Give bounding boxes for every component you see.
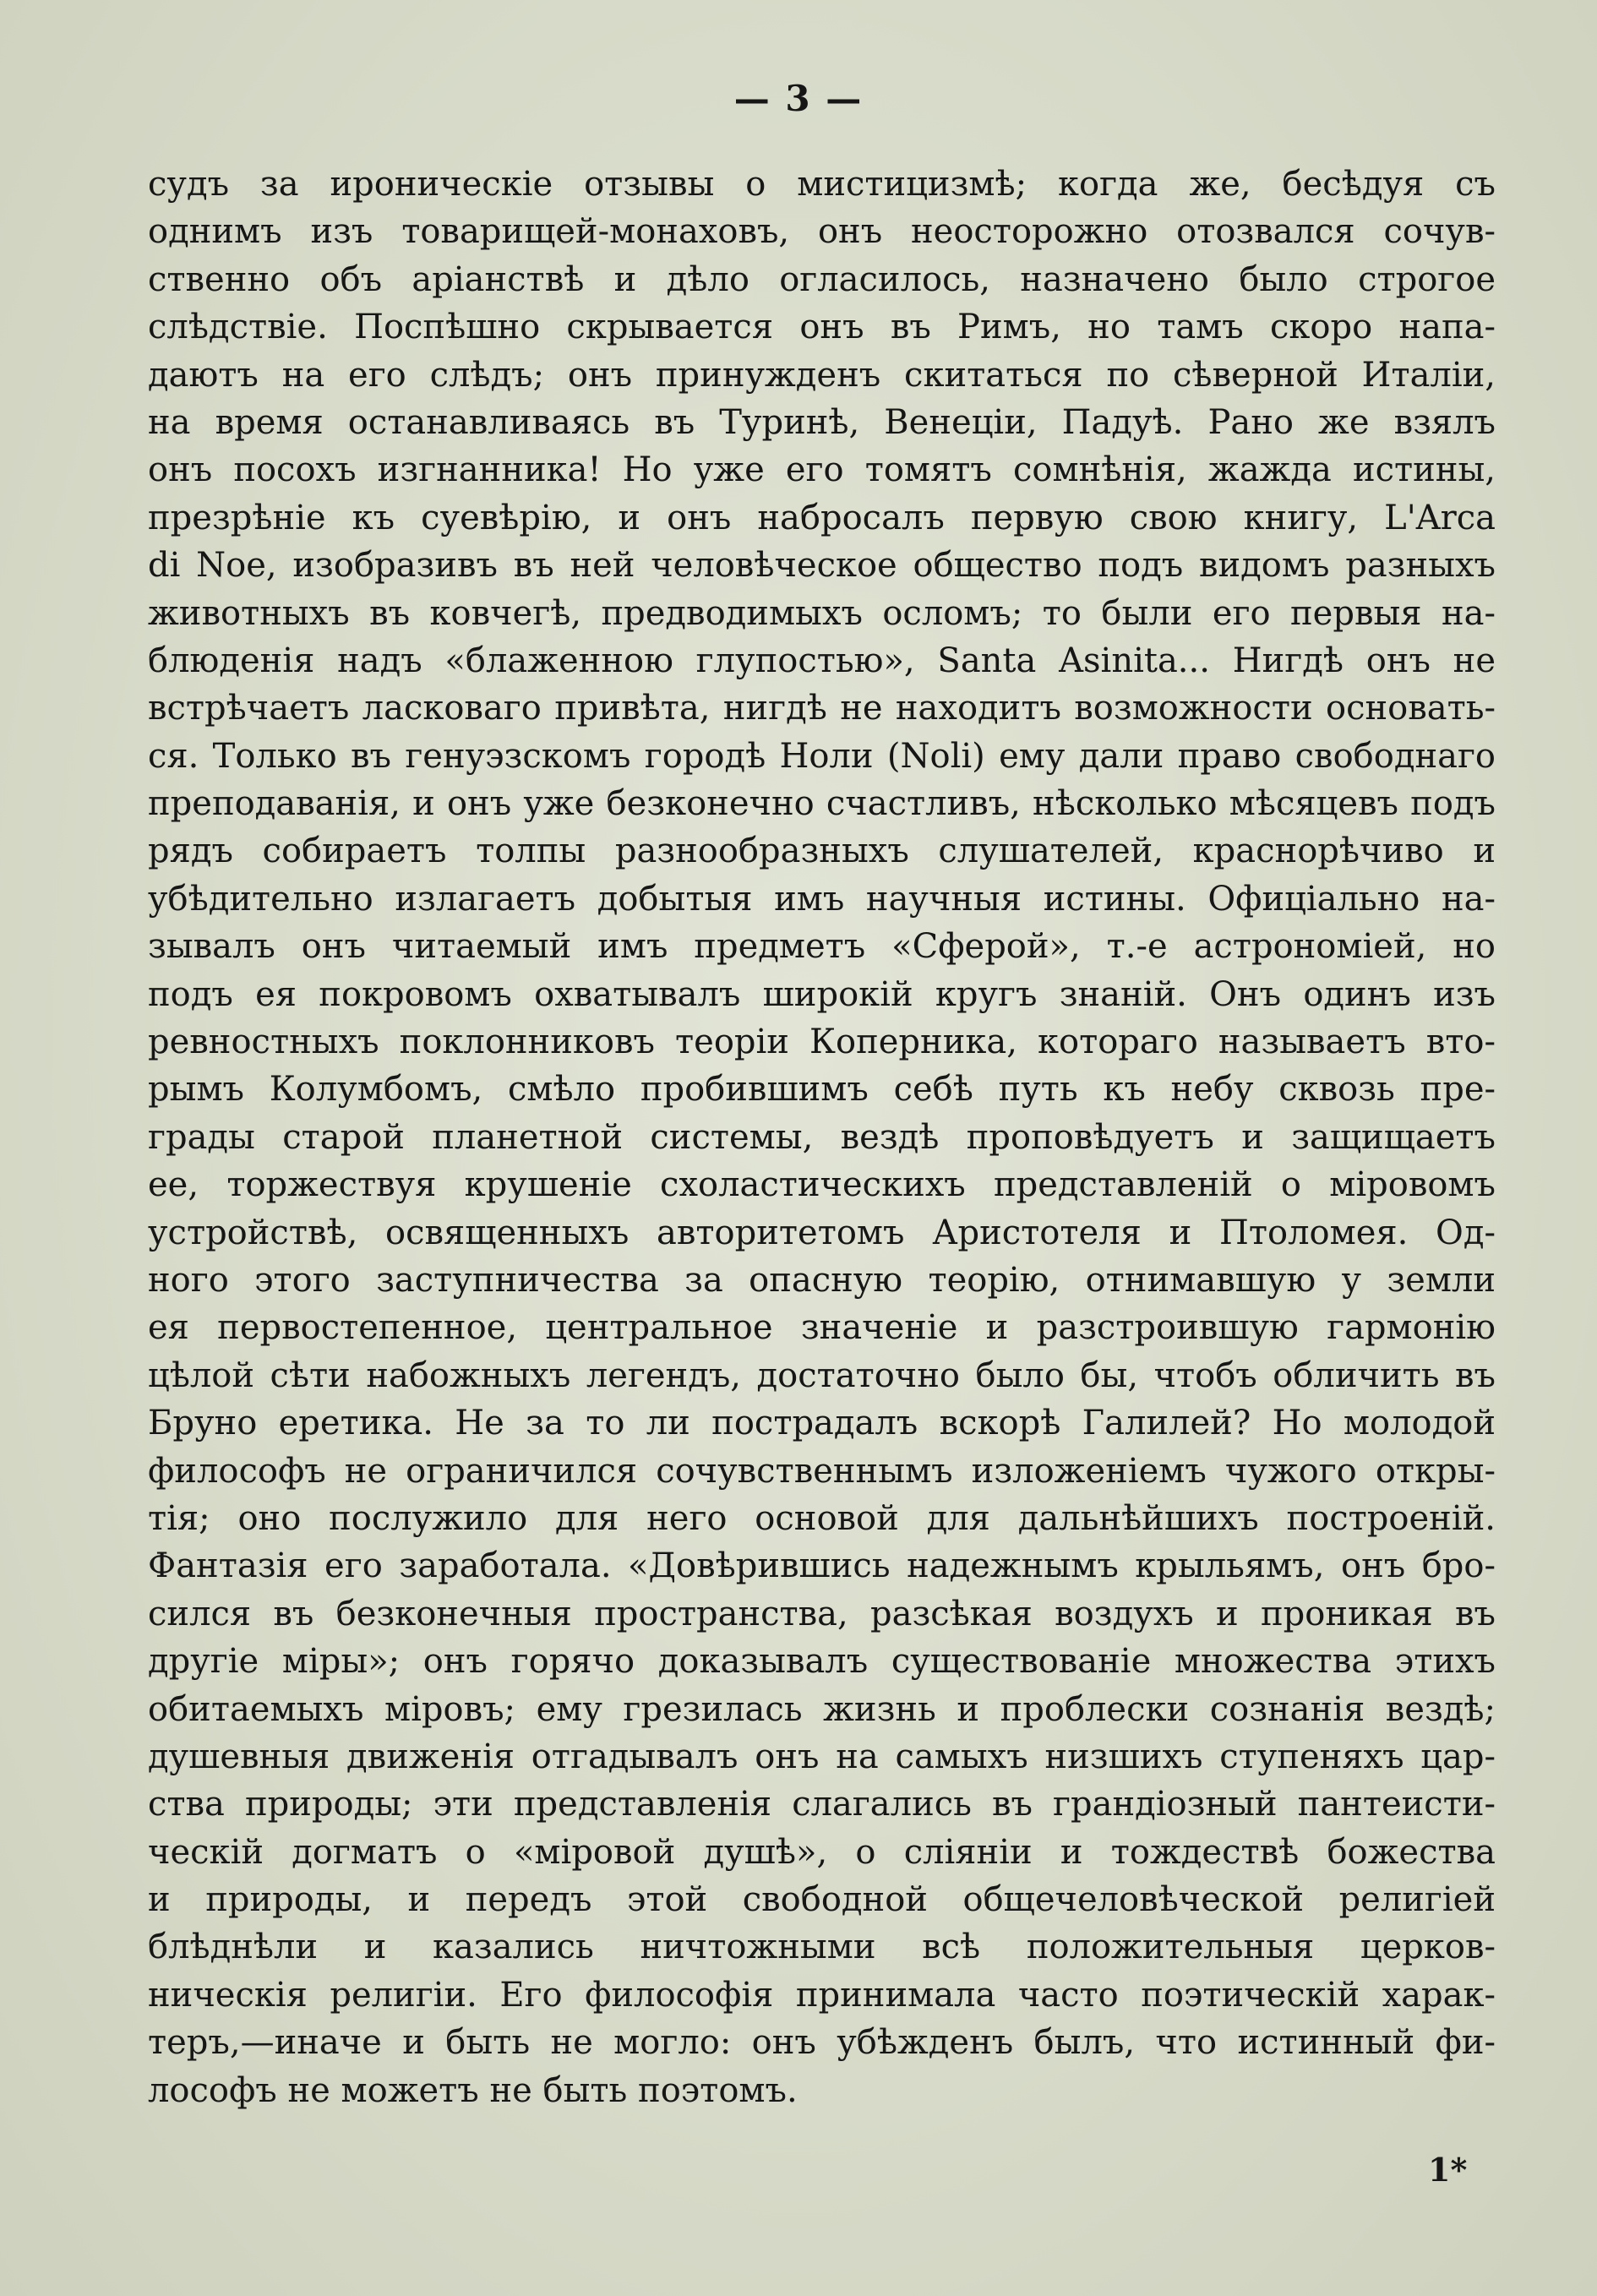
body-text [148,161,1496,2114]
text-line: философъ не ограничился сочувственнымъ изложеніемъ чужого откры- [148,1451,1496,1491]
text-line: ревностныхъ поклонниковъ теоріи Коперника, котораго называетъ вто- [148,1023,1496,1062]
text-line: встрѣчаетъ ласковаго привѣта, нигдѣ не находитъ возможности основать- [148,689,1496,728]
text-line: устройствѣ, освященныхъ авторитетомъ Аристотеля и Птоломея. Од- [148,1213,1496,1252]
text-line: ственно объ аріанствѣ и дѣло огласилось, назначено было строгое [148,259,1496,299]
text-line: ее, торжествуя крушеніе схоластическихъ представленій о міровомъ [148,1165,1496,1205]
text-line: другіе міры»; онъ горячо доказывалъ существованіе множества этихъ [148,1642,1496,1682]
text-line: зывалъ онъ читаемый имъ предметъ «Сферой», т.-е астрономіей, но [148,927,1496,967]
text-line: тія; оно послужило для него основой для дальнѣйшихъ построеній. [148,1498,1496,1538]
text-line: ся. Только въ генуэзскомъ городѣ Ноли (Noli) ему дали право свободнаго [148,736,1496,776]
text-line: Фантазія его заработала. «Довѣрившись надежнымъ крыльямъ, онъ бро- [148,1546,1496,1586]
text-line: убѣдительно излагаетъ добытыя имъ научныя истины. Офиціально на- [148,879,1496,919]
page-number: — 3 — [733,78,864,119]
signature-mark: 1* [1428,2151,1468,2189]
text-line: и природы, и передъ этой свободной общечеловѣческой религіей [148,1880,1496,1920]
text-line: на время останавливаясь въ Туринѣ, Венеціи, Падуѣ. Рано же взялъ [148,402,1496,442]
text-line: ства природы; эти представленія слагались въ грандіозный пантеисти- [148,1785,1496,1824]
text-line: ея первостепенное, центральное значеніе и разстроившую гармонію [148,1308,1496,1348]
text-line: сился въ безконечныя пространства, разсѣкая воздухъ и проникая въ [148,1594,1496,1633]
text-line: обитаемыхъ міровъ; ему грезилась жизнь и проблески сознанія вездѣ; [148,1689,1496,1729]
text-line: онъ посохъ изгнанника! Но уже его томятъ сомнѣнія, жажда истины, [148,450,1496,490]
text-line: слѣдствіе. Поспѣшно скрывается онъ въ Римъ, но тамъ скоро напа- [148,308,1496,347]
text-line: презрѣніе къ суевѣрію, и онъ набросалъ первую свою книгу, L'Arca [148,498,1496,537]
text-line: цѣлой сѣти набожныхъ легендъ, достаточно было бы, чтобъ обличить въ [148,1355,1496,1395]
text-line: душевныя движенія отгадывалъ онъ на самыхъ низшихъ ступеняхъ цар- [148,1737,1496,1776]
text-line: блюденія надъ «блаженною глупостью», Santa Asinita... Нигдѣ онъ не [148,641,1496,680]
text-line: животныхъ въ ковчегѣ, предводимыхъ осломъ; то были его первыя на- [148,593,1496,633]
text-line: однимъ изъ товарищей-монаховъ, онъ неосторожно отозвался сочув- [148,212,1496,252]
text-line: теръ,—иначе и быть не могло: онъ убѣжденъ былъ, что истинный фи- [148,2023,1496,2063]
text-line: даютъ на его слѣдъ; онъ принужденъ скитаться по сѣверной Италіи, [148,355,1496,395]
text-line: подъ ея покровомъ охватывалъ широкій кругъ знаній. Онъ одинъ изъ [148,974,1496,1014]
text-line: ническія религіи. Его философія принимала часто поэтическій харак- [148,1975,1496,2015]
text-line: преподаванія, и онъ уже безконечно счастливъ, нѣсколько мѣсяцевъ подъ [148,784,1496,824]
text-line: рядъ собираетъ толпы разнообразныхъ слушателей, краснорѣчиво и [148,832,1496,871]
text-line: рымъ Колумбомъ, смѣло пробившимъ себѣ путь къ небу сквозь пре- [148,1070,1496,1110]
text-line: судъ за ироническіе отзывы о мистицизмѣ; когда же, бесѣдуя съ [148,165,1496,204]
text-line-last: лософъ не можетъ не быть поэтомъ. [148,2070,798,2110]
text-line: ческій догматъ о «міровой душѣ», о сліяніи и тождествѣ божества [148,1832,1496,1872]
text-line: Бруно еретика. Не за то ли пострадалъ вскорѣ Галилей? Но молодой [148,1404,1496,1443]
text-line: грады старой планетной системы, вездѣ проповѣдуетъ и защищаетъ [148,1117,1496,1157]
text-line: di Noe, изобразивъ въ ней человѣческое общество подъ видомъ разныхъ [148,546,1496,586]
text-line: блѣднѣли и казались ничтожными всѣ положительныя церков- [148,1928,1496,1967]
text-line: ного этого заступничества за опасную теорію, отнимавшую у земли [148,1260,1496,1300]
